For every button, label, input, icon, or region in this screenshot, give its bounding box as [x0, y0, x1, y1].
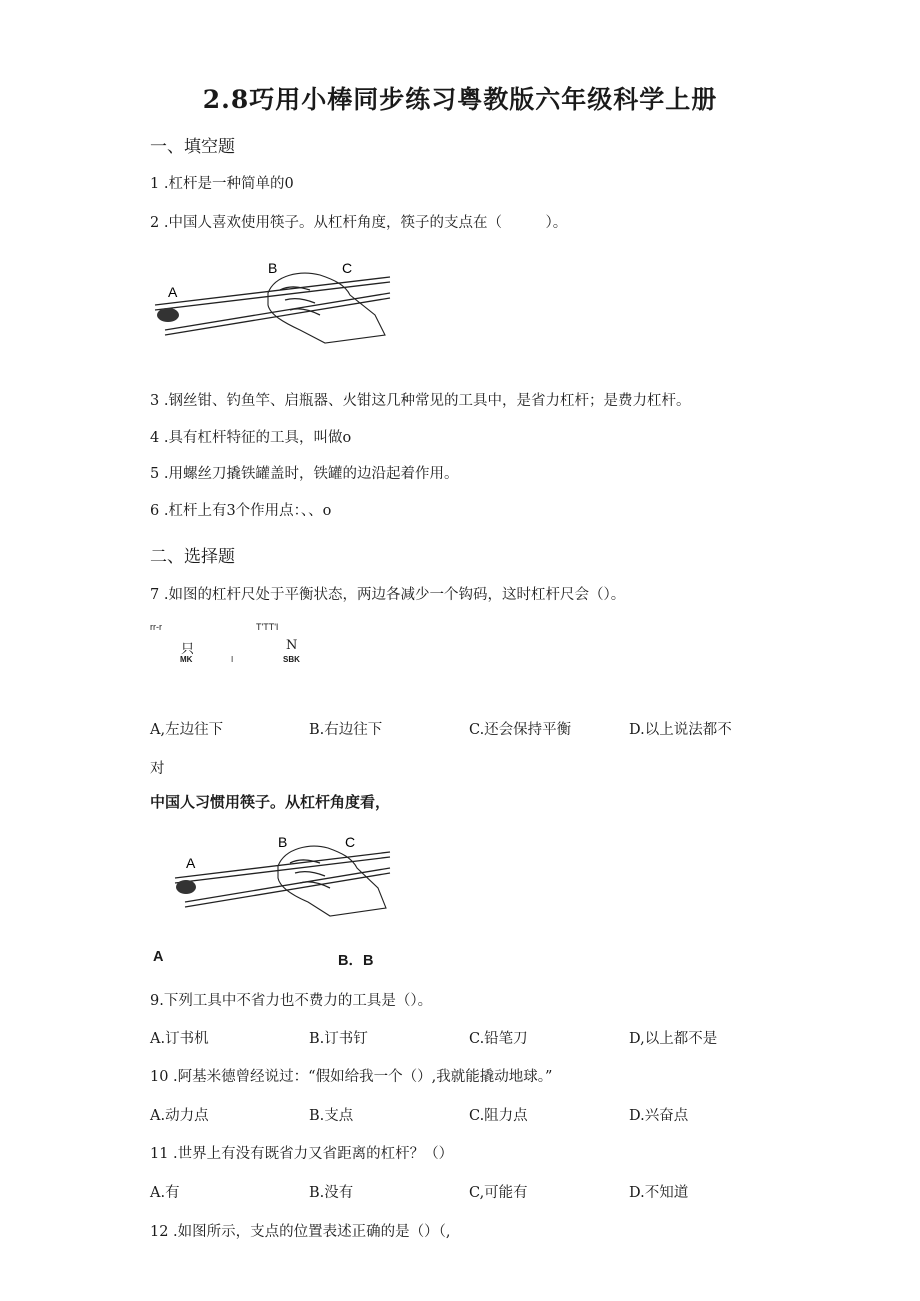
question-2: 2 .中国人喜欢使用筷子。从杠杆角度，筷子的支点在（ ）。	[150, 215, 568, 231]
q7-option-b: B.右边往下	[309, 722, 383, 738]
chopsticks-figure-2	[170, 830, 395, 920]
q11-option-b: B.没有	[309, 1185, 354, 1201]
question-11: 11 .世界上有没有既省力又省距离的杠杆？（）	[150, 1146, 454, 1162]
q8-option-a: A	[153, 949, 164, 965]
question-1: 1 .杠杆是一种简单的0	[150, 176, 294, 192]
q11-option-c: C,可能有	[469, 1185, 528, 1201]
label-c: C	[342, 260, 353, 276]
q7-option-d: D.以上说法都不	[629, 722, 732, 738]
q10-option-d: D.兴奋点	[629, 1108, 689, 1124]
section-heading-choice: 二、选择题	[150, 547, 235, 567]
hand-outline	[278, 846, 386, 916]
question-5: 5 .用螺丝刀撬铁罐盖时，铁罐的边沿起着作用。	[150, 466, 459, 482]
section-heading-fill-blank: 一、填空题	[150, 137, 235, 157]
question-3: 3 .钢丝钳、钓鱼竿、启瓶器、火钳这几种常见的工具中，是省力杠杆；是费力杠杆。	[150, 393, 691, 409]
question-7: 7 .如图的杠杆尺处于平衡状态，两边各减少一个钩码，这时杠杆尺会（）。	[150, 587, 626, 603]
q7-option-d-wrap: 对	[150, 761, 165, 777]
fig7-left-char: 只	[181, 642, 195, 657]
question-4: 4 .具有杠杆特征的工具，叫做o	[150, 430, 352, 446]
q8-option-b: B．B	[338, 953, 374, 969]
label-b: B	[278, 834, 288, 850]
q10-option-a: A.动力点	[150, 1108, 209, 1124]
fig7-mid-small: I	[231, 655, 234, 664]
fig7-left-small: MK	[180, 655, 193, 664]
question-12: 12 .如图所示，支点的位置表述正确的是（）（,	[150, 1224, 451, 1240]
chopstick-upper-line-a	[175, 852, 390, 878]
q10-option-c: C.阻力点	[469, 1108, 528, 1124]
label-c: C	[345, 834, 356, 850]
q9-option-d: D,以上都不是	[629, 1031, 718, 1047]
food-piece	[176, 880, 196, 894]
label-a: A	[186, 855, 196, 871]
chopstick-lower-line-a	[165, 293, 390, 330]
label-b: B	[268, 260, 278, 276]
fig7-left-top-label: rr-r	[150, 622, 162, 632]
finger-line-2	[295, 872, 325, 876]
q11-option-a: A.有	[150, 1185, 180, 1201]
finger-line-2	[285, 299, 315, 303]
label-a: A	[168, 284, 178, 300]
question-10: 10 .阿基米德曾经说过：“假如给我一个（）,我就能撬动地球。”	[150, 1069, 553, 1085]
fig7-right-small: SBK	[283, 655, 300, 664]
chopsticks-figure-1	[150, 255, 395, 345]
q9-option-b: B.订书钉	[309, 1031, 368, 1047]
chopstick-upper-line-a	[155, 277, 390, 305]
q9-option-a: A.订书机	[150, 1031, 209, 1047]
food-piece	[157, 308, 179, 322]
q9-option-c: C.铅笔刀	[469, 1031, 528, 1047]
q7-option-a: A,左边往下	[150, 722, 224, 738]
chopstick-upper-line-b	[175, 857, 390, 883]
question-8: 中国人习惯用筷子。从杠杆角度看，	[150, 793, 391, 811]
fig7-right-top-label: T'TT'I	[256, 622, 279, 632]
q11-option-d: D.不知道	[629, 1185, 689, 1201]
chopstick-lower-line-b	[165, 298, 390, 335]
question-6: 6 .杠杆上有3个作用点：、、o	[150, 503, 332, 519]
page-title: 2.8巧用小棒同步练习粤教版六年级科学上册	[202, 85, 718, 114]
question-9: 9.下列工具中不省力也不费力的工具是（）。	[150, 993, 433, 1009]
q7-option-c: C.还会保持平衡	[469, 722, 572, 738]
fig7-right-char: N	[286, 638, 298, 653]
q10-option-b: B.支点	[309, 1108, 354, 1124]
